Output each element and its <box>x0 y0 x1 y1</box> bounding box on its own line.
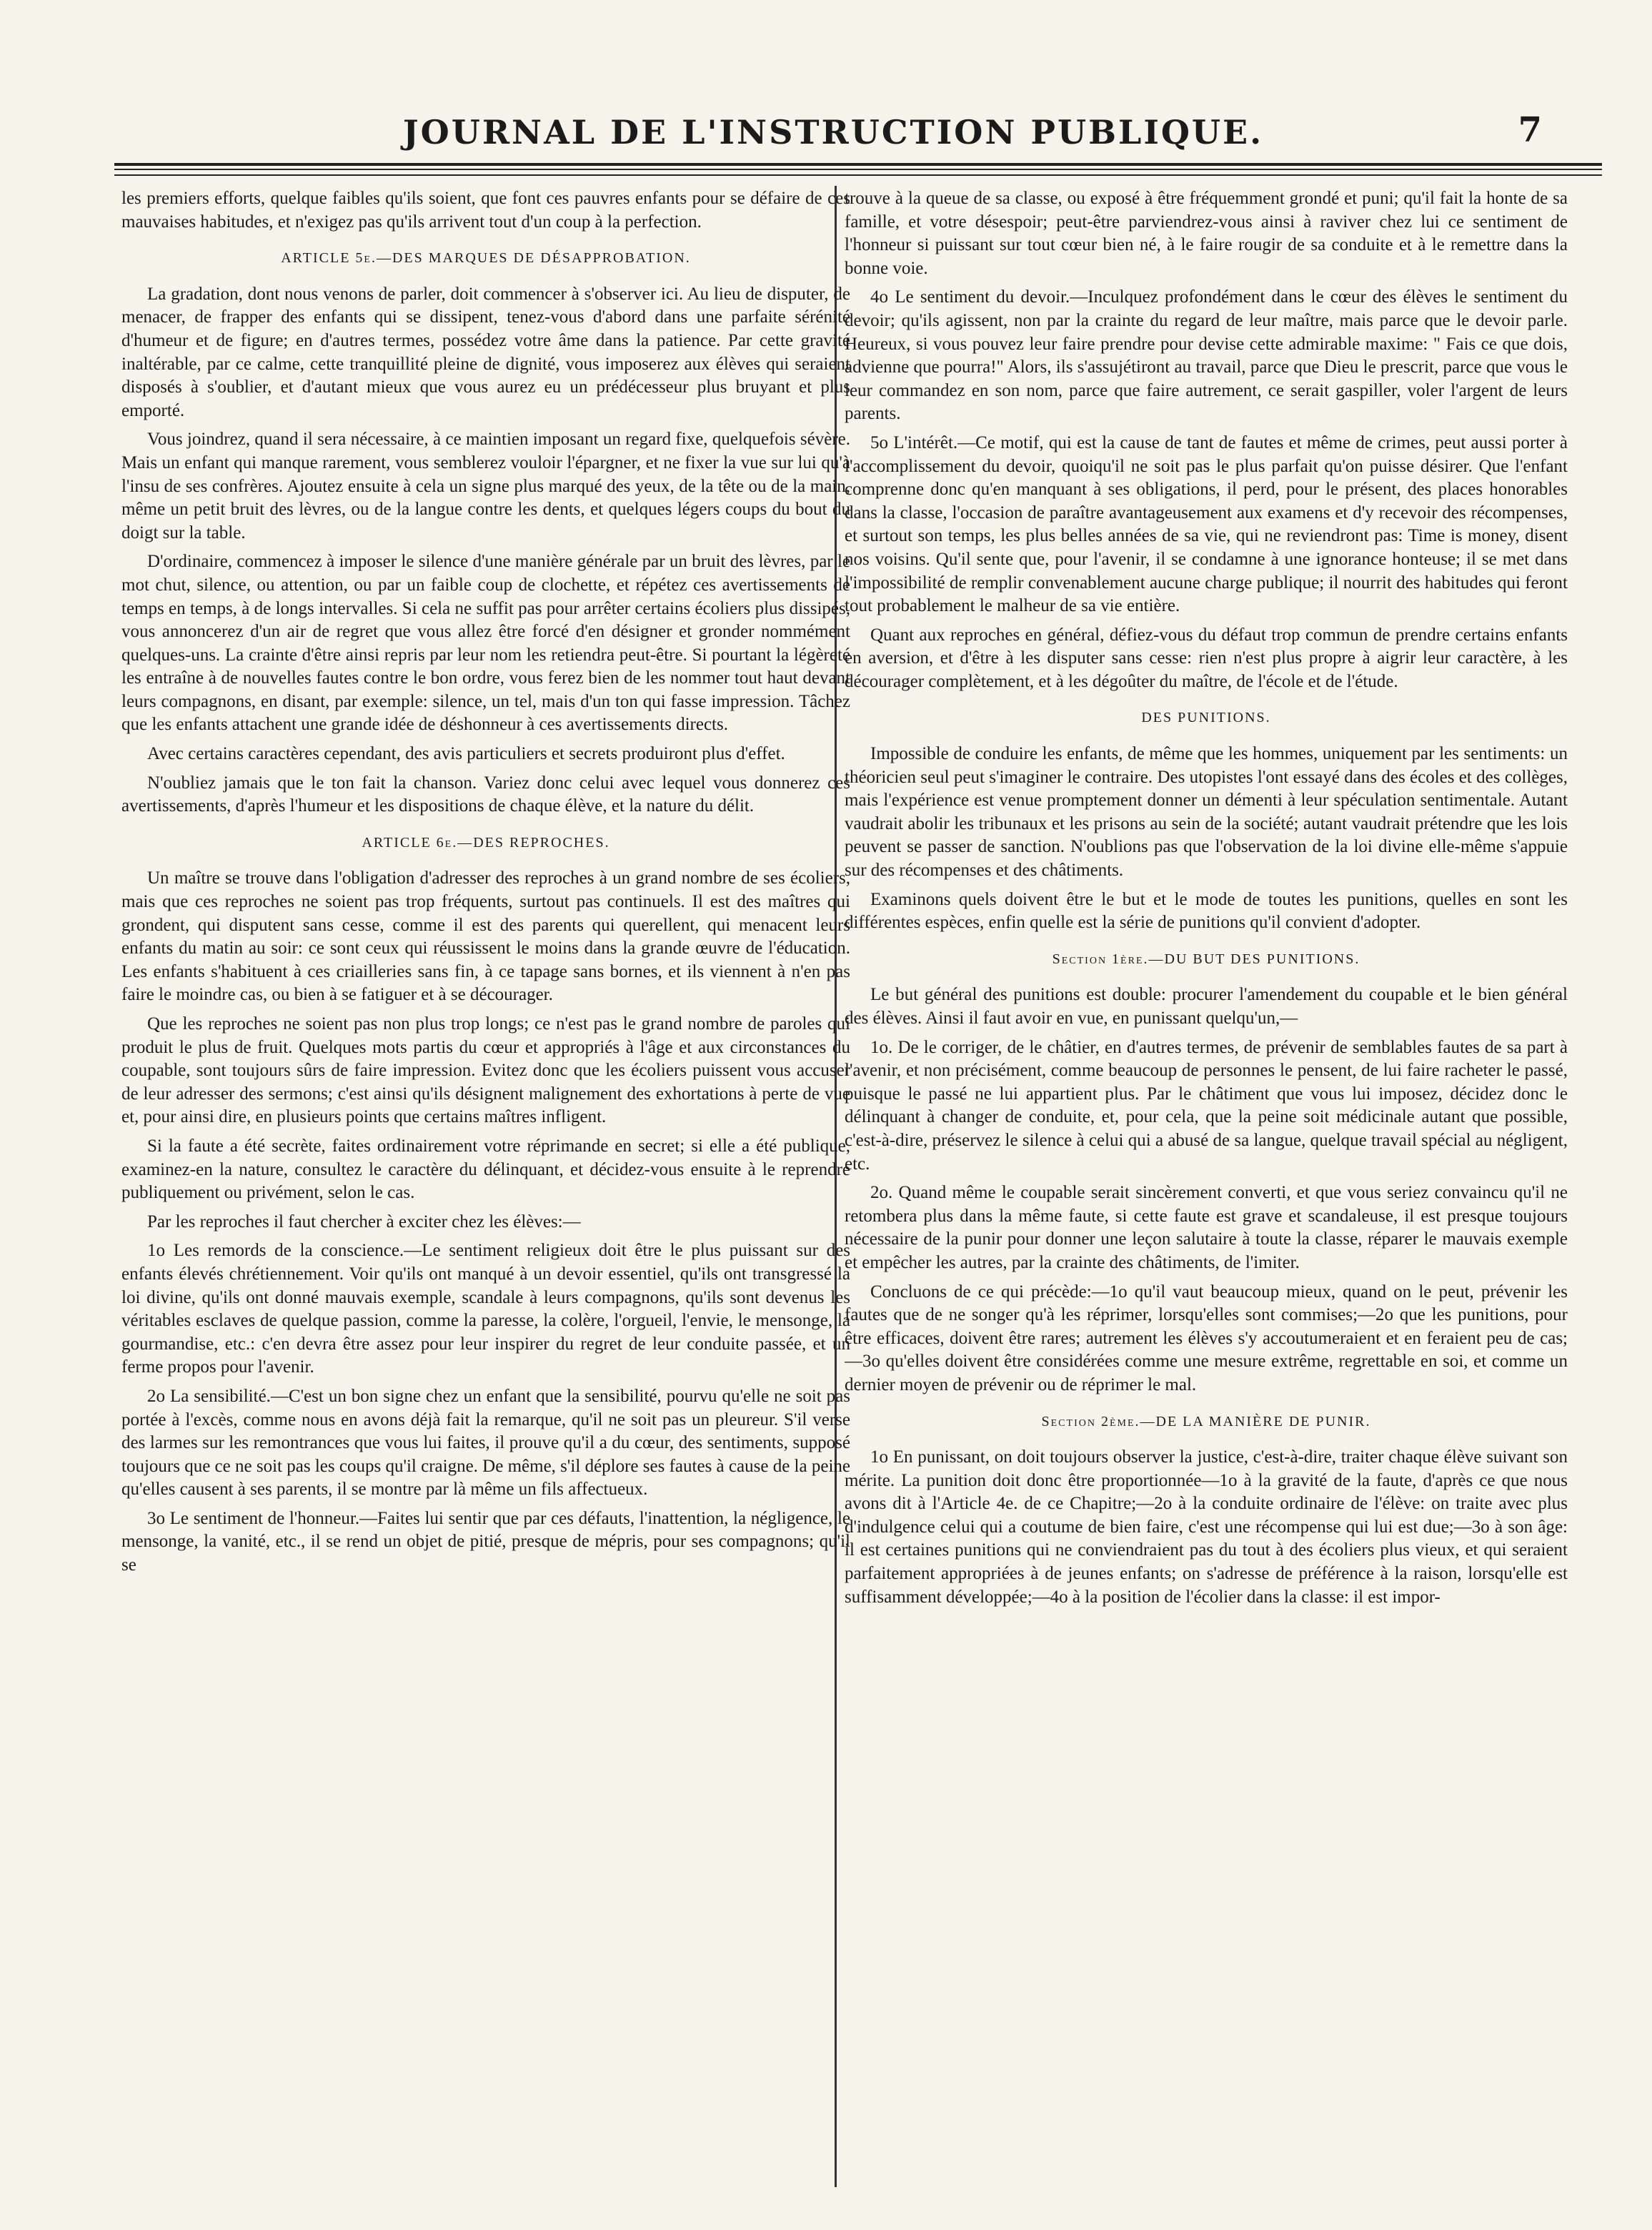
left-column <box>121 187 850 2181</box>
header-rule <box>114 174 1602 176</box>
paragraph: Un maître se trouve dans l'obligation d'adresser des reproches à un grand nombre de ses écoliers, mais que ces reproches ne soient pas trop fréquents, surtout pas continuels. Il est des maîtres qui grondent, qui disputent sans cesse, comme il est des parents qui querellent, qui menacent leurs enfants du matin au soir: ce sont ceux qui réussissent le moins dans la grande œuvre de l'éducation. Les enfants s'habituent à ces criailleries sans fin, à ce tapage sans bornes, et ils viennent à n'en pas faire le moindre cas, ou bien à se fatiguer et à se décourager. <box>121 868 850 1005</box>
section-heading: Section 2ème.—DE LA MANIÈRE DE PUNIR. <box>1041 1413 1371 1429</box>
paragraph: D'ordinaire, commencez à imposer le silence d'une manière générale par un bruit des lèvres, par le mot chut, silence, ou attention, ou par un faible coup de clochette, et répétez ces avertissements de temps en temps, à de longs intervalles. Si cela ne suffit pas pour arrêter certains écoliers plus dissipés, vous annoncerez d'un air de regret que vous allez être forcé d'en désigner et gronder nommément quelques-uns. La crainte d'être ainsi repris par leur nom les retiendra peut-être. Si pourtant la légèreté les entraîne à de nouvelles fautes contre le bon ordre, vous ferez bien de les nommer tout haut devant leurs compagnons, en disant, par exemple: silence, un tel, mais d'un ton qui fasse impression. Tâchez que les enfants attachent une grande idée de déshonneur à ces avertissements directs. <box>121 552 850 735</box>
paragraph: trouve à la queue de sa classe, ou exposé à être fréquemment grondé et puni; qu'il fait la honte de sa famille, et votre désespoir; peut-être parviendrez-vous ainsi à raviver chez lui ce sentiment de l'honneur si puissant sur tout cœur bien né, à le faire rougir de sa conduite et à le remettre dans la bonne voie. <box>845 189 1568 278</box>
paragraph: Par les reproches il faut chercher à exciter chez les élèves:— <box>147 1211 581 1232</box>
paragraph: Vous joindrez, quand il sera nécessaire, à ce maintien imposant un regard fixe, quelquefois sévère. Mais un enfant qui manque rarement, vous semblerez vouloir l'épargner, et ne fixer la vue sur lui qu'à l'insu de ses confrères. Ajoutez ensuite à cela un signe plus marqué des yeux, de la tête ou de la main, même un petit bruit des lèvres, ou de la langue contre les dents, et quelques légers coups du bout du doigt sur la table. <box>121 430 850 542</box>
paragraph: La gradation, dont nous venons de parler, doit commencer à s'observer ici. Au lieu de disputer, de menacer, de frapper des enfants qui se dissipent, tenez-vous d'abord dans une parfaite sérénité d'humeur et de figure; en d'autres termes, possédez votre âme dans la patience. Par cette gravité inaltérable, par ce calme, cette tranquillité pleine de dignité, vous imposerez aux élèves qui seraient disposés à s'oublier, et d'autant mieux que vous aurez eu un prédécesseur plus bruyant et plus emporté. <box>121 284 850 420</box>
paragraph: Avec certains caractères cependant, des avis particuliers et secrets produiront plus d'effet. <box>147 744 785 764</box>
paragraph: 1o. De le corriger, de le châtier, en d'autres termes, de prévenir de semblables fautes de sa part à l'avenir, et non précisément, comme beaucoup de personnes le pensent, de lui faire racheter le passé, puisque le passé ne lui appartient plus. Par le châtiment que vous lui imposez, décidez donc le délinquant à changer de conduite, et, pour cela, que la peine soit médicinale autant que possible, c'est-à-dire, préservez le silence à celui qui a abusé de sa langue, quelque travail spécial au négligent, etc. <box>845 1037 1568 1174</box>
paragraph: Examinons quels doivent être le but et le mode de toutes les punitions, quelles en sont les différentes espèces, enfin quelle est la série de punitions qu'il convient d'adopter. <box>845 889 1568 933</box>
right-column <box>845 187 1568 2181</box>
header-rule <box>114 163 1602 166</box>
paragraph: Le but général des punitions est double: procurer l'amendement du coupable et le bien général des élèves. Ainsi il faut avoir en vue, en punissant quelqu'un,— <box>845 985 1568 1028</box>
paragraph: Quant aux reproches en général, défiez-vous du défaut trop commun de prendre certains enfants en aversion, et d'être à les disputer sans cesse: rien n'est plus propre à aigrir leur caractère, à les décourager complètement, et à les dégoûter du maître, de l'école et de l'étude. <box>845 625 1568 691</box>
header-rule <box>114 169 1602 170</box>
paragraph: 2o. Quand même le coupable serait sincèrement converti, et que vous seriez convaincu qu'il ne retombera plus dans la même faute, si cette faute est grave et scandaleuse, il est presque toujours nécessaire de la punir pour donner une leçon salutaire à toute la classe, réparer le mauvais exemple et empêcher les autres, par la crainte des châtiments, de l'imiter. <box>845 1183 1568 1272</box>
journal-title: JOURNAL DE L'INSTRUCTION PUBLIQUE. <box>402 113 1264 152</box>
article-heading: ARTICLE 5e.—DES MARQUES DE DÉSAPPROBATION. <box>281 250 691 267</box>
paragraph: 3o Le sentiment de l'honneur.—Faites lui sentir que par ces défauts, l'inattention, la négligence, le mensonge, la vanité, etc., il se rend un objet de pitié, presque de mépris, pour ses compagnons; qu'il se <box>121 1508 850 1575</box>
article-heading: ARTICLE 6e.—DES REPROCHES. <box>362 834 610 851</box>
section-heading: DES PUNITIONS. <box>1141 710 1271 726</box>
section-heading: Section 1ère.—DU BUT DES PUNITIONS. <box>1052 951 1360 967</box>
page-number: 7 <box>1518 110 1542 150</box>
paragraph: les premiers efforts, quelque faibles qu'ils soient, que font ces pauvres enfants pour se défaire de ces mauvaises habitudes, et n'exigez pas qu'ils arrivent tout d'un coup à la perfection. <box>121 189 850 232</box>
paragraph: 1o Les remords de la conscience.—Le sentiment religieux doit être le plus puissant sur des enfants élevés chrétiennement. Voir qu'ils ont manqué à un devoir essentiel, qu'ils ont transgressé la loi divine, qu'ils ont donné mauvais exemple, scandale à leurs compagnons, qu'ils sont devenus les véritables esclaves de quelque passion, comme la paresse, la colère, l'orgueil, l'envie, le mensonge, la gourmandise, etc.: c'en devra être assez pour leur inspirer du regret de leur conduite passée, et un ferme propos pour l'avenir. <box>121 1241 850 1377</box>
paragraph: Si la faute a été secrète, faites ordinairement votre réprimande en secret; si elle a été publique, examinez-en la nature, consultez le caractère du délinquant, et décidez-vous ensuite à le reprendre publiquement ou privément, selon le cas. <box>121 1136 850 1203</box>
paragraph: Que les reproches ne soient pas non plus trop longs; ce n'est pas le grand nombre de paroles qui produit le plus de fruit. Quelques mots partis du cœur et appropriés à l'âge et aux circonstances du coupable, sont toujours sûrs de faire impression. Evitez donc que les écoliers puissent vous accuser de leur adresser des sermons; c'est ainsi qu'ils désignent malignement des exhortations à perte de vue et, pour ainsi dire, en plusieurs points que certains maîtres infligent. <box>121 1014 850 1127</box>
paragraph: Concluons de ce qui précède:—1o qu'il vaut beaucoup mieux, quand on le peut, prévenir les fautes que de ne songer qu'à les réprimer, lorsqu'elles sont commises;—2o que les punitions, pour être efficaces, doivent être rares; autrement les élèves s'y accoutumeraient et en feraient peu de cas;—3o qu'elles doivent être considérées comme une mesure extrême, regrettable en soi, et comme un dernier moyen de prévenir ou de réprimer le mal. <box>845 1282 1568 1394</box>
paragraph: Impossible de conduire les enfants, de même que les hommes, uniquement par les sentiments: un théoricien seul peut s'imaginer le contraire. Des utopistes l'ont essayé dans des écoles et des collèges, mais l'expérience est venue promptement donner un démenti à leur spéculation sentimentale. Autant vaudrait abolir les tribunaux et les prisons au sein de la société; autant vaudrait prétendre que les lois peuvent se passer de sanction. N'oublions pas que l'observation de la loi divine elle-même s'appuie sur des récompenses et des châtiments. <box>845 744 1568 881</box>
paragraph: 2o La sensibilité.—C'est un bon signe chez un enfant que la sensibilité, pourvu qu'elle ne soit pas portée à l'excès, comme nous en avons déjà fait la remarque, qu'il ne soit pas un pleureur. S'il verse des larmes sur les remontrances que vous lui faites, il prouve qu'il a du cœur, des sentiments, supposé toujours que ce ne soit pas les coups qu'il craigne. De même, s'il déplore ses fautes à cause de la peine qu'elles causent à ses parents, il se montre par là même un fils affectueux. <box>121 1386 850 1500</box>
paragraph: N'oubliez jamais que le ton fait la chanson. Variez donc celui avec lequel vous donnerez ces avertissements, d'après l'humeur et les dispositions de chaque élève, et la nature du délit. <box>121 773 850 816</box>
paragraph: 1o En punissant, on doit toujours observer la justice, c'est-à-dire, traiter chaque élève suivant son mérite. La punition doit donc être proportionnée—1o à la gravité de la faute, d'après ce que nous avons dit à l'Article 4e. de ce Chapitre;—2o à la conduite ordinaire de l'élève: on traite avec plus d'indulgence celui qui a coutume de bien faire, c'est une récompense qui lui est due;—3o à son âge: il est certaines punitions qui ne conviendraient pas du tout à des écoliers plus vieux, et qui seraient parfaitement appropriées à de jeunes enfants; on s'adresse de préférence à la raison, lorsqu'elle est suffisamment développée;—4o à la position de l'écolier dans la classe: il est impor- <box>845 1447 1568 1607</box>
paragraph: 5o L'intérêt.—Ce motif, qui est la cause de tant de fautes et même de crimes, peut aussi porter à l'accomplissement du devoir, quoiqu'il ne soit pas le plus parfait qu'on puisse désirer. Que l'enfant comprenne donc qu'en manquant à ses obligations, il perd, pour le présent, des places honorables dans la classe, l'occasion de paraître avantageusement aux examens et d'y recevoir des récompenses, et surtout son temps, les plus belles années de sa vie, qui ne reviendront pas: Time is money, disent nos voisins. Qu'il sente que, pour l'avenir, il se condamne à une ignorance honteuse; il se met dans l'impossibilité de remplir convenablement aucune charge publique; il nourrit des habitudes qui feront tout probablement le malheur de sa vie entière. <box>845 432 1568 616</box>
paragraph: 4o Le sentiment du devoir.—Inculquez profondément dans le cœur des élèves le sentiment du devoir; qu'ils agissent, non par la crainte du regard de leur maître, mais parce que le devoir parle. Heureux, si vous pouvez leur faire prendre pour devise cette admirable maxime: " Fais ce que dois, advienne que pourra!" Alors, ils s'assujétiront au travail, parce que Dieu le prescrit, parce que vous le leur commandez en son nom, parce que faire autrement, ce serait gaspiller, voler l'argent de leurs parents. <box>845 287 1568 424</box>
page-header <box>114 107 1552 157</box>
